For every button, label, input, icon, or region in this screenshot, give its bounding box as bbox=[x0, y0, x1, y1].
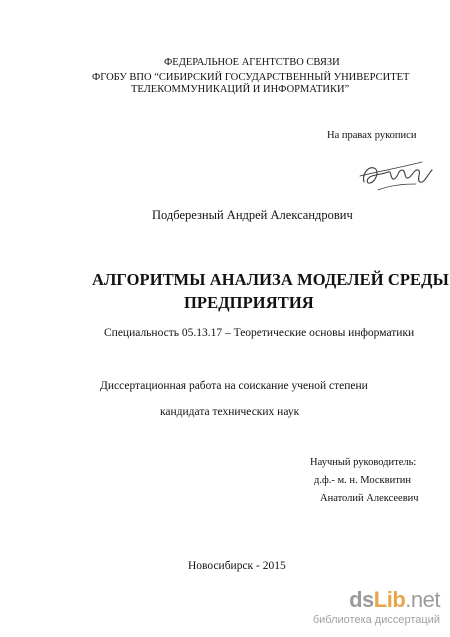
author-name: Подберезный Андрей Александрович bbox=[152, 208, 353, 222]
dslib-subtitle: библиотека диссертаций bbox=[312, 614, 440, 626]
dissertation-title-line2: ПРЕДПРИЯТИЯ bbox=[184, 293, 314, 312]
degree-line2: кандидата технических наук bbox=[160, 406, 300, 418]
degree-line1: Диссертационная работа на соискание ученой степени bbox=[100, 380, 368, 392]
supervisor-degree: д.ф.- м. н. Москвитин bbox=[314, 475, 412, 486]
supervisor-label: Научный руководитель: bbox=[310, 457, 417, 468]
university-name-line2: ТЕЛЕКОММУНИКАЦИЙ И ИНФОРМАТИКИ” bbox=[131, 84, 350, 95]
agency-name: ФЕДЕРАЛЬНОЕ АГЕНТСТВО СВЯЗИ bbox=[164, 57, 340, 68]
specialty: Специальность 05.13.17 – Теоретические основы информатики bbox=[104, 327, 415, 339]
dslib-watermark bbox=[312, 587, 444, 631]
dissertation-title-line1: АЛГОРИТМЫ АНАЛИЗА МОДЕЛЕЙ СРЕДЫ bbox=[92, 270, 449, 289]
university-name-line1: ФГОБУ ВПО “СИБИРСКИЙ ГОСУДАРСТВЕННЫЙ УНИВЕРСИТЕТ bbox=[92, 72, 410, 83]
handwritten-signature bbox=[358, 152, 438, 194]
place-and-year: Новосибирск - 2015 bbox=[188, 560, 286, 572]
supervisor-name: Анатолий Алексеевич bbox=[320, 493, 419, 504]
manuscript-note: На правах рукописи bbox=[327, 130, 417, 141]
dslib-logo: dsLib.net bbox=[349, 587, 440, 612]
